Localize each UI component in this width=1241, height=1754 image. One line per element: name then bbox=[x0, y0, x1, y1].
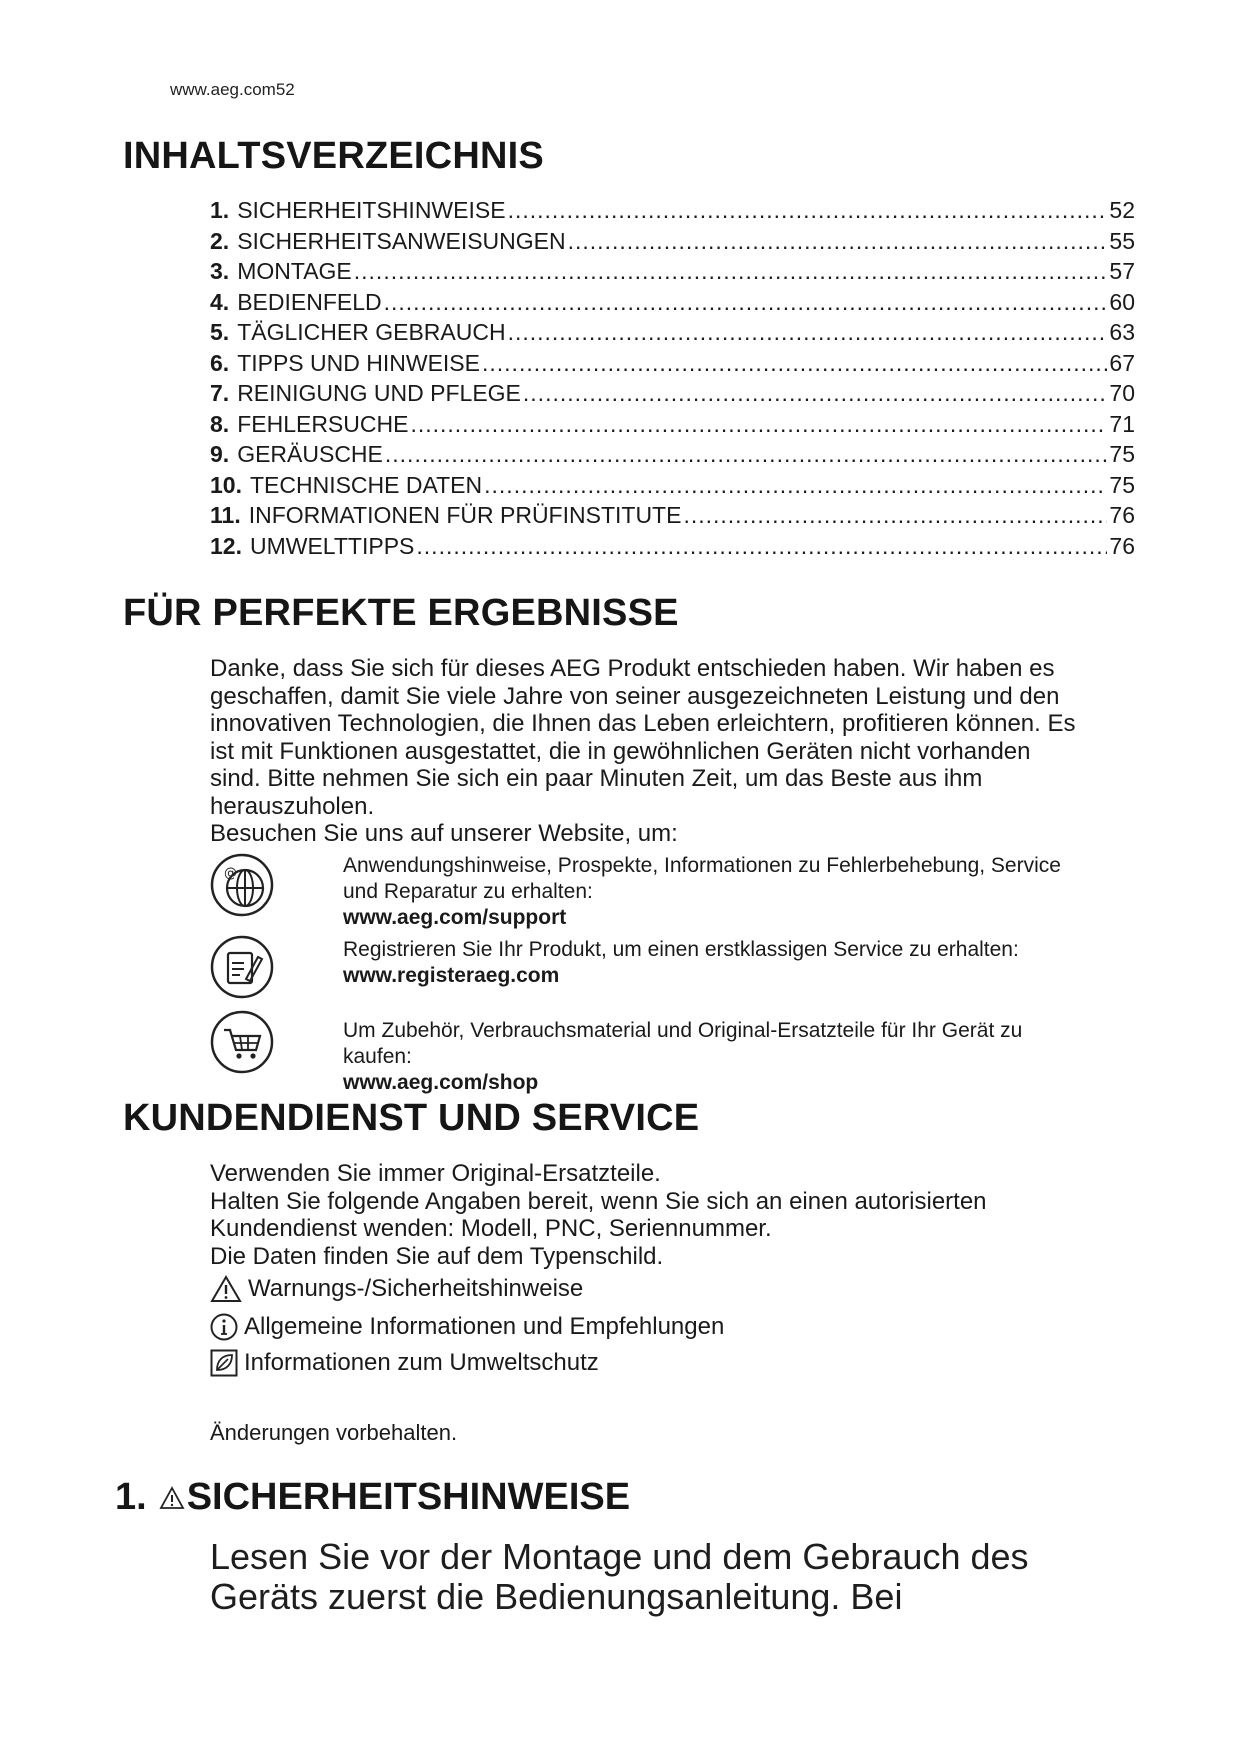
toc-entry[interactable] bbox=[210, 533, 1135, 564]
link-description: Registrieren Sie Ihr Produkt, um einen erstklassigen Service zu erhalten: bbox=[343, 938, 1019, 961]
toc-entry-number: 9. bbox=[210, 441, 230, 467]
text-line: Danke, dass Sie sich für dieses AEG Produkt entschieden haben. Wir haben es bbox=[210, 655, 1055, 682]
toc-entry-number: 3. bbox=[210, 258, 230, 284]
toc-entry-page: 75 bbox=[1109, 471, 1135, 498]
toc-entry-title: BEDIENFELD bbox=[237, 288, 382, 315]
toc-entry-page: 55 bbox=[1109, 227, 1135, 254]
legend-label: Warnungs-/Sicherheitshinweise bbox=[248, 1275, 584, 1302]
toc-entry[interactable] bbox=[210, 502, 1135, 533]
toc-entry-page: 52 bbox=[1109, 197, 1135, 223]
text-line: herauszuholen. bbox=[210, 792, 375, 820]
toc-entry-page: 57 bbox=[1109, 258, 1135, 284]
toc-entry-number: 6. bbox=[210, 349, 230, 376]
toc-entry-page: 67 bbox=[1109, 349, 1135, 376]
service-heading: KUNDENDIENST UND SERVICE bbox=[123, 1097, 700, 1139]
register-link[interactable]: www.registeraeg.com bbox=[343, 964, 560, 987]
warning-icon bbox=[210, 1275, 242, 1303]
toc-entry-title: MONTAGE bbox=[237, 258, 352, 284]
toc-entry-number: 5. bbox=[210, 319, 230, 345]
toc-entry[interactable] bbox=[210, 197, 1135, 228]
text-line: ist mit Funktionen ausgestattet, die in gewöhnlichen Geräten nicht vorhanden bbox=[210, 737, 1031, 765]
toc-entry-title: TECHNISCHE DATEN bbox=[249, 471, 483, 498]
text-line: Kundendienst wenden: Modell, PNC, Seriennummer. bbox=[210, 1215, 772, 1242]
toc-leader-dots bbox=[416, 533, 1107, 560]
globe-icon bbox=[210, 853, 274, 917]
toc-entry-number: 2. bbox=[210, 227, 230, 254]
toc-entry-title: INFORMATIONEN FÜR PRÜFINSTITUTE bbox=[248, 502, 682, 528]
legend-environment bbox=[210, 1349, 599, 1377]
toc-entry-number: 1. bbox=[210, 197, 230, 223]
toc-entry-page: 75 bbox=[1109, 441, 1135, 467]
toc-entry[interactable] bbox=[210, 258, 1135, 289]
text-line: Die Daten finden Sie auf dem Typenschild. bbox=[210, 1242, 664, 1270]
text-line: Verwenden Sie immer Original-Ersatzteile. bbox=[210, 1160, 661, 1187]
register-icon bbox=[210, 935, 274, 999]
toc-entry-title: TÄGLICHER GEBRAUCH bbox=[237, 319, 506, 345]
text-line: sind. Bitte nehmen Sie sich ein paar Minuten Zeit, um das Beste aus ihm bbox=[210, 765, 983, 792]
toc-entry-number: 7. bbox=[210, 380, 230, 406]
safety-heading: SICHERHEITSHINWEISE bbox=[186, 1476, 631, 1518]
info-icon bbox=[210, 1313, 238, 1341]
text-line: Geräts zuerst die Bedienungsanleitung. Bei bbox=[210, 1576, 903, 1617]
toc-entry-title: UMWELTTIPPS bbox=[249, 532, 415, 559]
toc-entry-number: 12. bbox=[210, 532, 242, 559]
text-line: Halten Sie folgende Angaben bereit, wenn Sie sich an einen autorisierten bbox=[210, 1187, 987, 1215]
page-header-url: www.aeg.com52 bbox=[170, 80, 295, 99]
toc-entry-title: SICHERHEITSANWEISUNGEN bbox=[237, 227, 566, 254]
toc-entry-title: TIPPS UND HINWEISE bbox=[237, 349, 480, 376]
legend-label: Allgemeine Informationen und Empfehlungen bbox=[244, 1313, 725, 1340]
svg-text:@: @ bbox=[224, 866, 237, 881]
toc-entry[interactable] bbox=[210, 380, 1135, 411]
toc-entry-number: 11. bbox=[210, 502, 241, 528]
toc-entry[interactable] bbox=[210, 319, 1135, 350]
toc-entry[interactable] bbox=[210, 441, 1135, 472]
toc-leader-dots bbox=[354, 258, 1108, 285]
changes-note: Änderungen vorbehalten. bbox=[210, 1420, 458, 1445]
link-shop bbox=[210, 1010, 1140, 1094]
link-description: Anwendungshinweise, Prospekte, Informationen zu Fehlerbehebung, Service bbox=[343, 854, 1061, 877]
toc-entry-title: GERÄUSCHE bbox=[237, 441, 383, 467]
toc-entry-number: 10. bbox=[210, 471, 242, 498]
text-line: geschaffen, damit Sie viele Jahre von seiner ausgezeichneten Leistung und den bbox=[210, 682, 1060, 710]
toc-entry[interactable] bbox=[210, 411, 1135, 442]
toc-entry-number: 4. bbox=[210, 288, 230, 315]
toc-entry-page: 70 bbox=[1109, 380, 1135, 406]
toc-leader-dots bbox=[385, 441, 1108, 468]
warning-icon bbox=[159, 1486, 185, 1510]
results-text bbox=[210, 655, 1140, 848]
toc-leader-dots bbox=[508, 319, 1108, 346]
toc-entry-title: SICHERHEITSHINWEISE bbox=[237, 197, 506, 223]
leaf-icon bbox=[210, 1349, 238, 1377]
toc-entry-page: 76 bbox=[1109, 532, 1135, 559]
toc-entry[interactable] bbox=[210, 228, 1135, 259]
link-support bbox=[210, 853, 1140, 933]
toc-entry[interactable] bbox=[210, 350, 1135, 381]
support-link[interactable]: www.aeg.com/support bbox=[343, 906, 567, 929]
text-line: Lesen Sie vor der Montage und dem Gebrauch des bbox=[210, 1536, 1029, 1577]
safety-heading-row bbox=[115, 1476, 630, 1519]
toc-entry-page: 76 bbox=[1109, 502, 1135, 528]
legend-warning bbox=[210, 1275, 583, 1303]
safety-intro bbox=[210, 1537, 1170, 1617]
toc-leader-dots bbox=[683, 502, 1107, 529]
legend-label: Informationen zum Umweltschutz bbox=[244, 1349, 599, 1376]
toc-entry-title: REINIGUNG UND PFLEGE bbox=[237, 380, 521, 406]
service-text bbox=[210, 1160, 1140, 1270]
cart-icon bbox=[210, 1010, 274, 1074]
results-heading: FÜR PERFEKTE ERGEBNISSE bbox=[123, 592, 679, 634]
toc-entry[interactable] bbox=[210, 289, 1135, 320]
toc-leader-dots bbox=[410, 411, 1107, 438]
link-description: kaufen: bbox=[343, 1045, 412, 1068]
toc-entry[interactable] bbox=[210, 472, 1135, 503]
toc-entry-number: 8. bbox=[210, 410, 230, 437]
table-of-contents bbox=[210, 197, 1135, 563]
shop-link[interactable]: www.aeg.com/shop bbox=[343, 1071, 539, 1094]
toc-leader-dots bbox=[523, 380, 1108, 407]
toc-leader-dots bbox=[508, 197, 1108, 224]
toc-entry-title: FEHLERSUCHE bbox=[237, 410, 409, 437]
link-register bbox=[210, 935, 1140, 1005]
toc-entry-page: 60 bbox=[1109, 288, 1135, 315]
toc-entry-page: 63 bbox=[1109, 319, 1135, 345]
legend-info bbox=[210, 1313, 724, 1341]
section-number: 1. bbox=[115, 1476, 147, 1518]
link-description: und Reparatur zu erhalten: bbox=[343, 880, 593, 903]
toc-heading: INHALTSVERZEICHNIS bbox=[123, 135, 544, 177]
toc-leader-dots bbox=[484, 472, 1107, 499]
text-line: innovativen Technologien, die Ihnen das Leben erleichtern, profitieren können. Es bbox=[210, 710, 1076, 737]
toc-leader-dots bbox=[568, 228, 1108, 255]
text-line: Besuchen Sie uns auf unserer Website, um: bbox=[210, 820, 678, 847]
toc-leader-dots bbox=[384, 289, 1108, 316]
toc-entry-page: 71 bbox=[1109, 410, 1135, 437]
toc-leader-dots bbox=[482, 350, 1107, 377]
link-description: Um Zubehör, Verbrauchsmaterial und Original-Ersatzteile für Ihr Gerät zu bbox=[343, 1019, 1023, 1042]
